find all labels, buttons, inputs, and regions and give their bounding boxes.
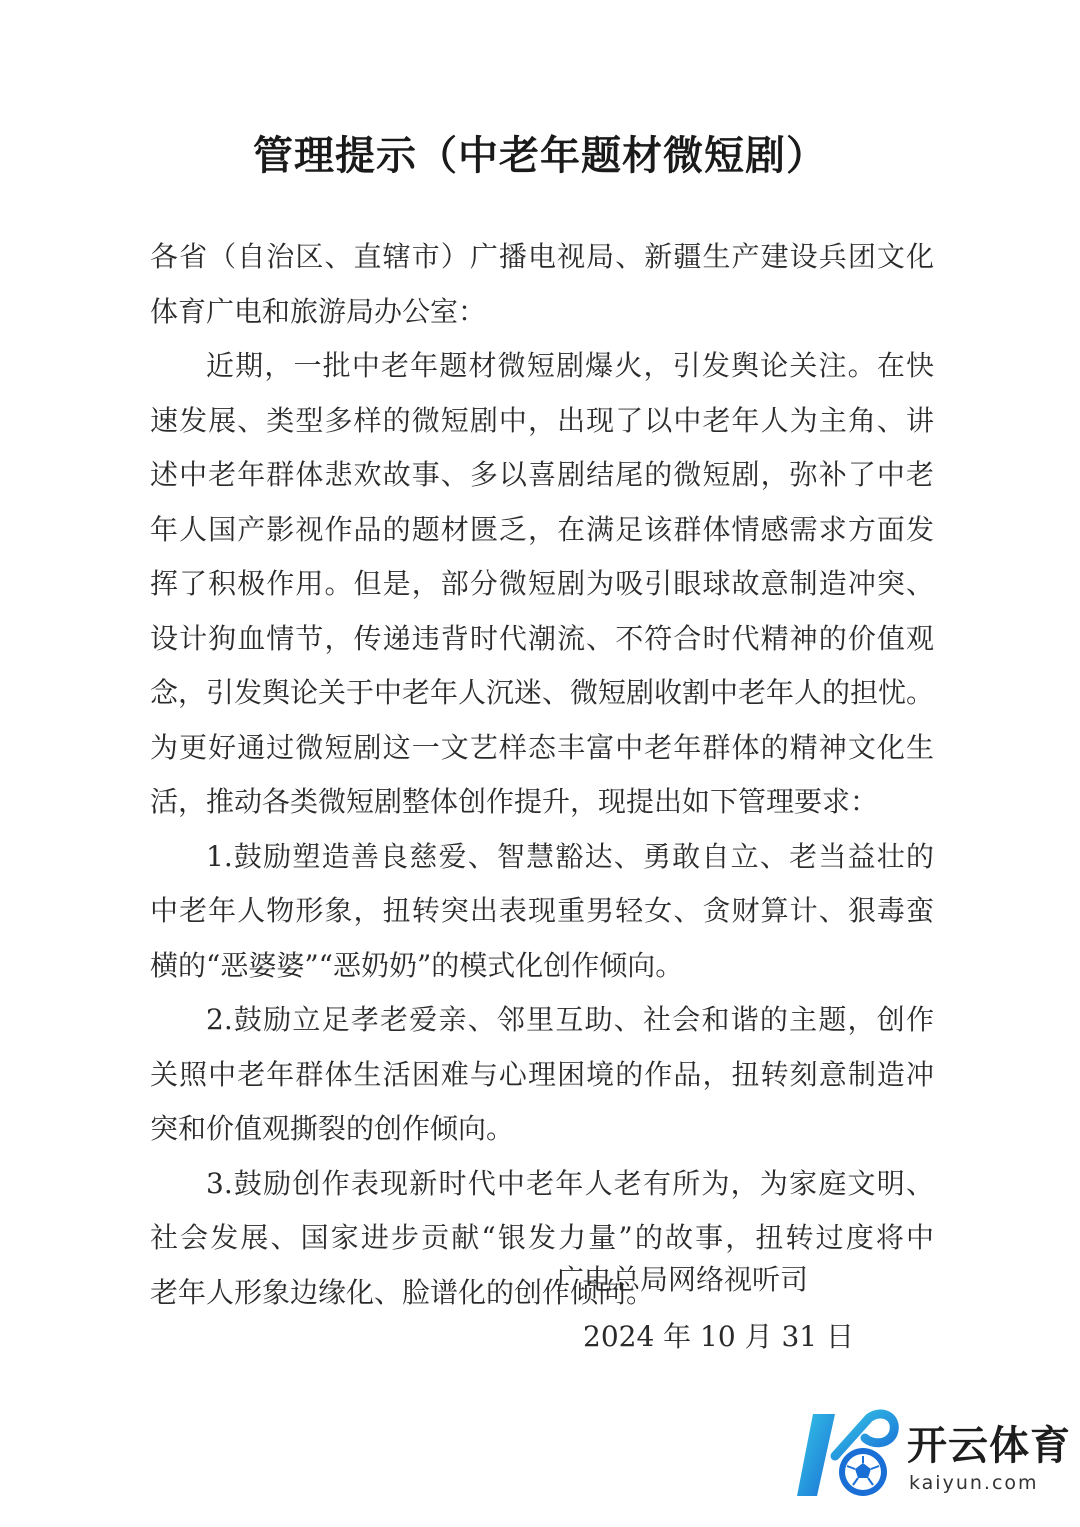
brand-domain: kaiyun.com (909, 1472, 1039, 1494)
requirement-item-2-line: 突和价值观撕裂的创作倾向。 (150, 1112, 515, 1145)
kaiyun-k-soccer-logo-icon (795, 1400, 905, 1510)
requirement-item-3-line: 社会发展、国家进步贡献“银发力量”的故事，扭转过度将中 (150, 1221, 934, 1254)
addressee-line: 各省（自治区、直辖市）广播电视局、新疆生产建设兵团文化 (150, 240, 934, 273)
paragraph-line: 速发展、类型多样的微短剧中，出现了以中老年人为主角、讲 (150, 403, 934, 437)
document-body (150, 230, 934, 1320)
signature-organization: 广电总局网络视听司 (556, 1263, 809, 1296)
requirement-item-1-line: 横的“恶婆婆”“恶奶奶”的模式化创作倾向。 (150, 948, 684, 982)
brand-watermark (795, 1400, 1070, 1510)
requirement-item-1-line: 中老年人物形象，扭转突出表现重男轻女、贪财算计、狠毒蛮 (150, 894, 934, 927)
requirement-item-1-line: 1.鼓励塑造善良慈爱、智慧豁达、勇敢自立、老当益壮的 (206, 839, 934, 873)
document-title: 管理提示（中老年题材微短剧） (253, 133, 827, 179)
paragraph-line: 年人国产影视作品的题材匮乏，在满足该群体情感需求方面发 (150, 512, 934, 546)
paragraph-line: 念，引发舆论关于中老年人沉迷、微短剧收割中老年人的担忧。 (150, 676, 935, 709)
paragraph-line: 近期，一批中老年题材微短剧爆火，引发舆论关注。在快 (206, 349, 934, 382)
paragraph-line: 挥了积极作用。但是，部分微短剧为吸引眼球故意制造冲突、 (150, 567, 934, 600)
addressee-line: 体育广电和旅游局办公室： (150, 294, 487, 328)
requirement-item-3-line: 老年人形象边缘化、脸谱化的创作倾向。 (150, 1275, 655, 1309)
requirement-item-2-line: 关照中老年群体生活困难与心理困境的作品，扭转刻意制造冲 (150, 1057, 934, 1091)
paragraph-line: 为更好通过微短剧这一文艺样态丰富中老年群体的精神文化生 (150, 730, 934, 764)
paragraph-line: 设计狗血情节，传递违背时代潮流、不符合时代精神的价值观 (150, 621, 934, 655)
paragraph-line: 活，推动各类微短剧整体创作提升，现提出如下管理要求： (150, 785, 879, 818)
requirement-item-3-line: 3.鼓励创作表现新时代中老年人老有所为，为家庭文明、 (206, 1166, 934, 1200)
requirement-item-2-line: 2.鼓励立足孝老爱亲、邻里互助、社会和谐的主题，创作 (206, 1003, 934, 1036)
paragraph-line: 述中老年群体悲欢故事、多以喜剧结尾的微短剧，弥补了中老 (150, 458, 934, 491)
signature-date: 2024 年 10 月 31 日 (583, 1320, 855, 1353)
brand-name-cn: 开云体育 (907, 1423, 1071, 1469)
